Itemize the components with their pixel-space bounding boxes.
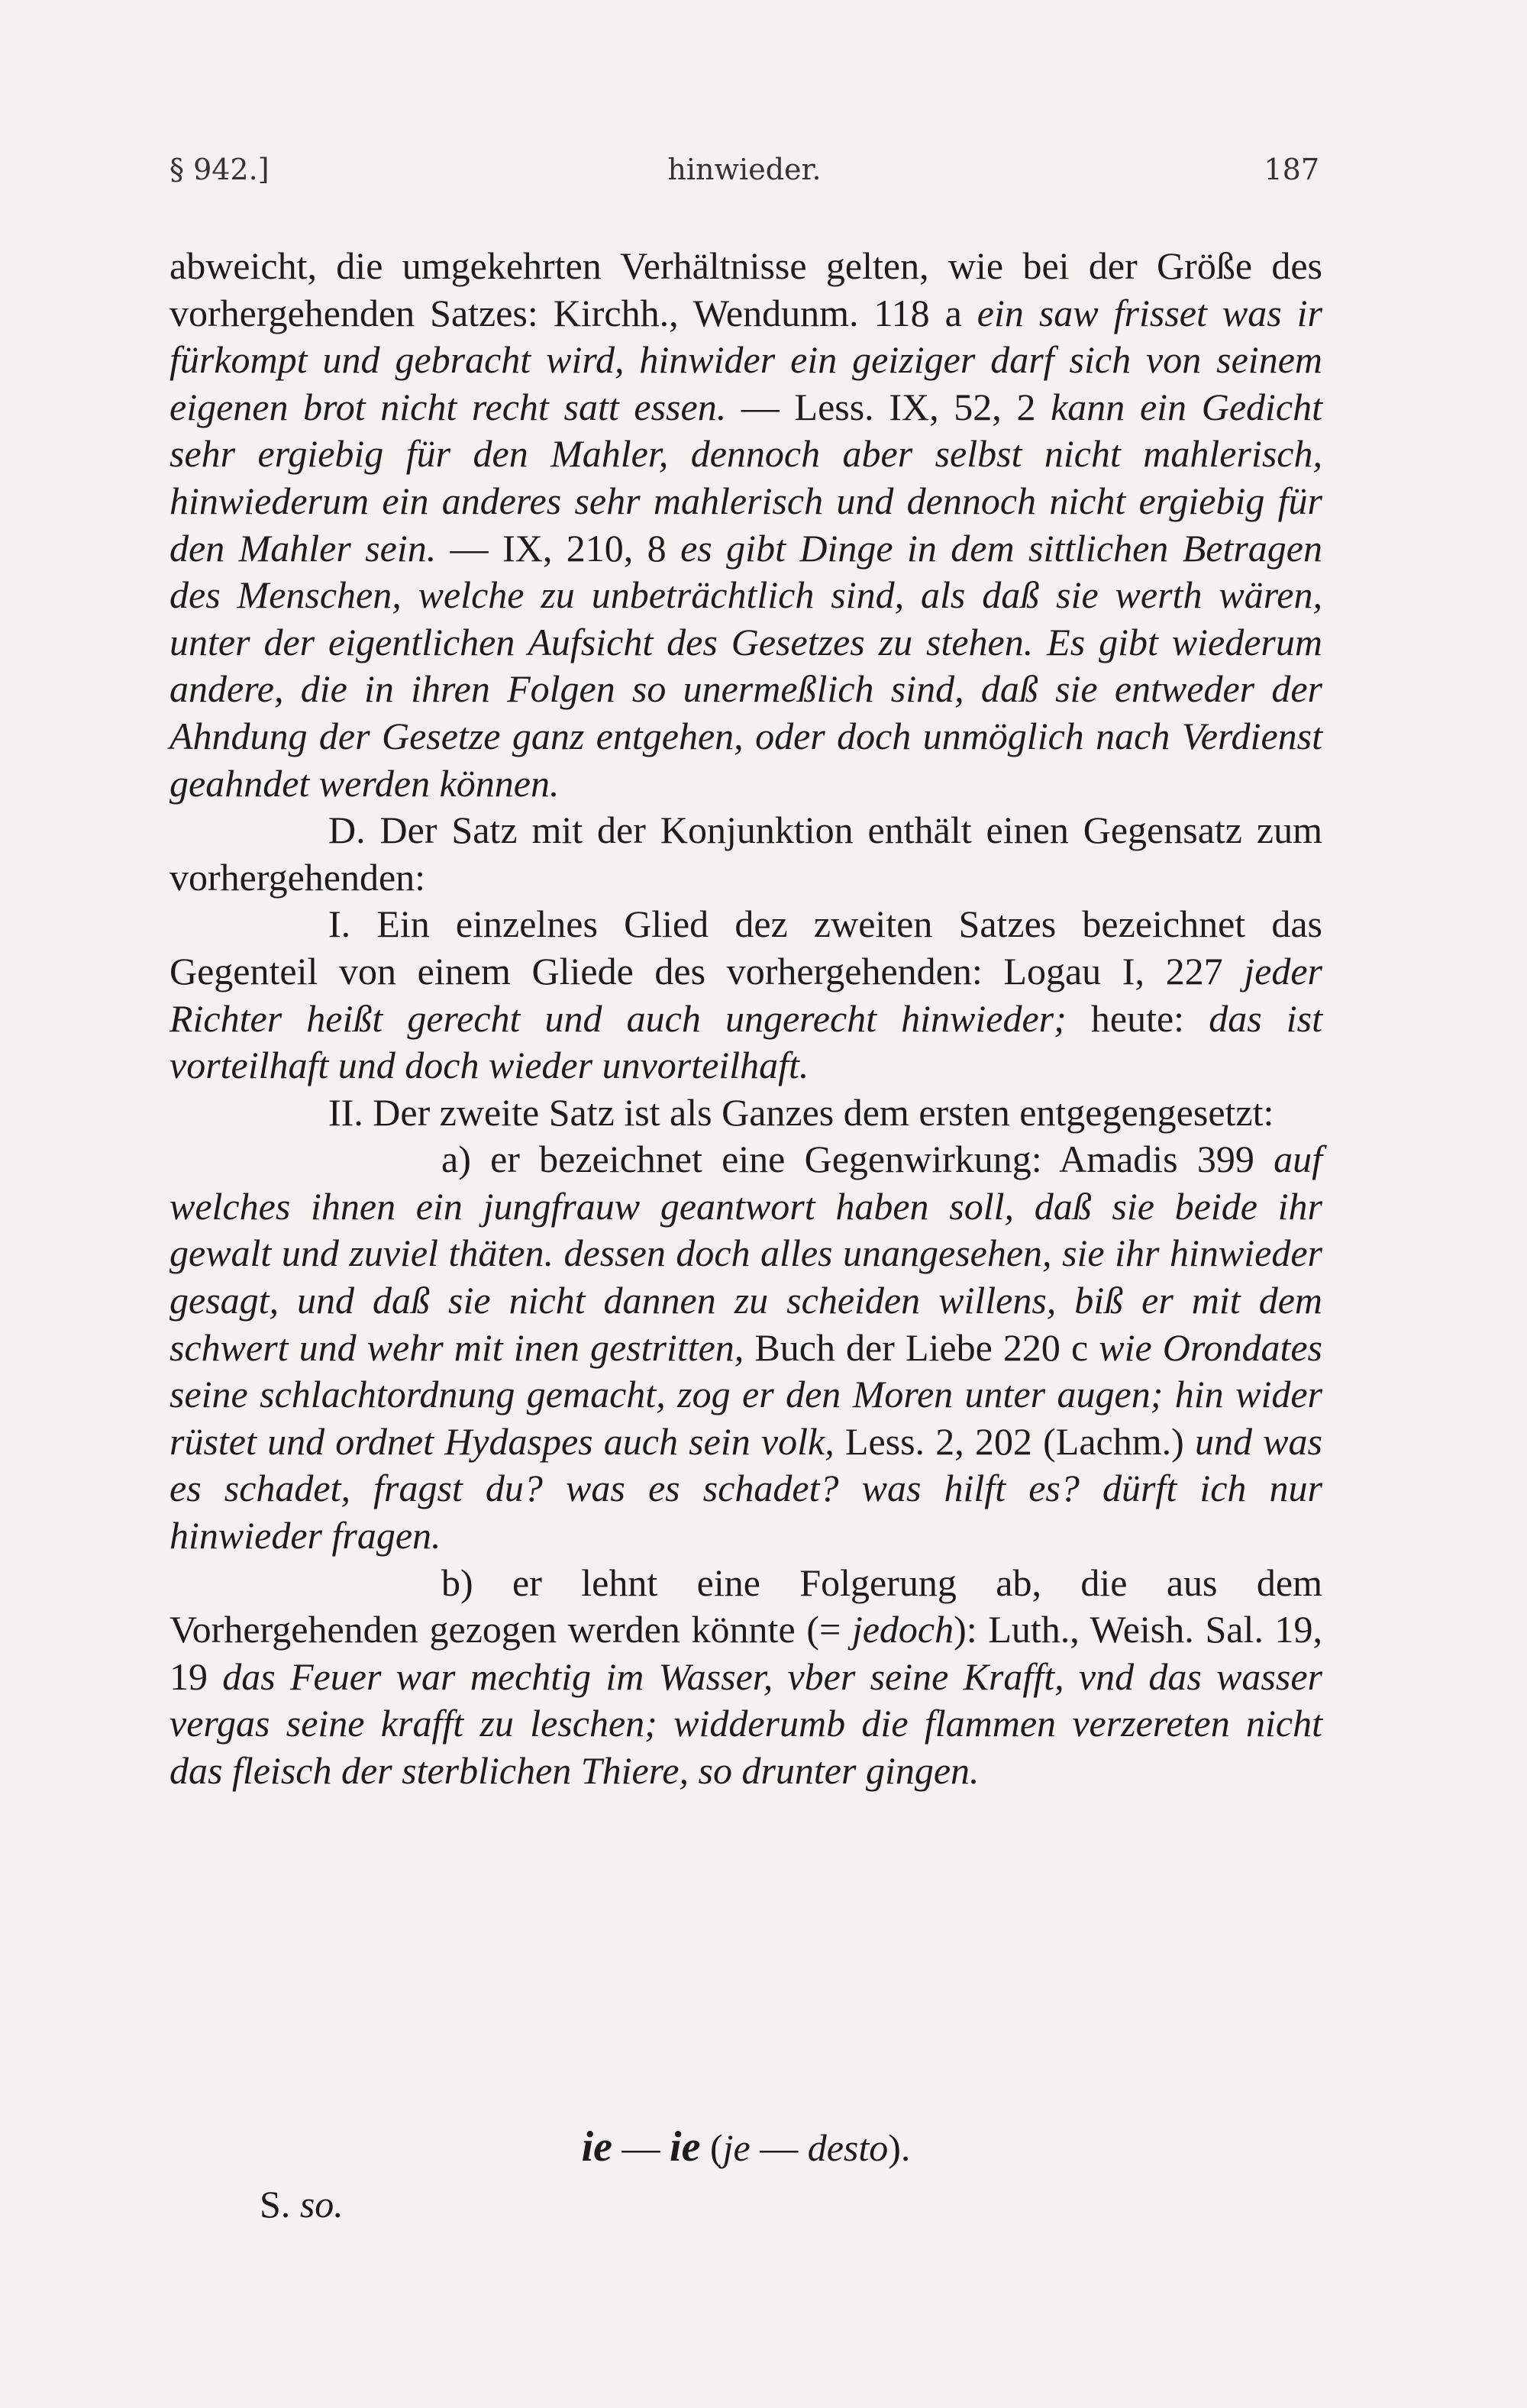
text-run: b) er lehnt eine Folgerung ab, die aus dem Vorhergehenden gezogen werden könnte (= [169, 1561, 1322, 1651]
paragraph-b [169, 1560, 1322, 1795]
text-run: abweicht, die umgekehrten Verhältnisse gelten, wie bei der Größe des vorhergehenden Satzes: Kirchh., Wendunm. 118 a [169, 244, 1322, 334]
text-run: ( [700, 2126, 723, 2169]
quotation: auf welches ihnen ein jungfrauw geantwort haben soll, daß sie beide ihr gewalt und zuviel thäten. dessen doch alles unangesehen, sie ihr hinwieder gesagt, und daß sie nicht dannen zu scheiden willens, biß er mit dem schwert und wehr mit inen gestritten, [169, 1138, 1322, 1369]
text-run: — [750, 2126, 808, 2169]
section-reference: § 942.] [169, 153, 270, 186]
text-run: I. Ein einzelnes Glied dez zweiten Satzes bezeichnet das Gegenteil von einem Gliede des vorhergehenden: Logau I, 227 [169, 902, 1322, 993]
text-run: Buch der Liebe 220 c [744, 1325, 1099, 1369]
text-run: S. [260, 2183, 300, 2226]
paragraph-a [169, 1136, 1322, 1559]
text-run: ). [888, 2126, 911, 2169]
reference-word: so. [299, 2183, 344, 2226]
paragraph-continuation [169, 243, 1322, 807]
text-run: ): Luth., Weish. Sal. 19, 19 [169, 1608, 1322, 1698]
quotation: es gibt Dinge in dem sittlichen Betragen des Menschen, welche zu unbeträchtlich sind, als daß sie werth wären, unter der eigentlichen Aufsicht des Gesetzes zu stehen. Es gibt wiederum andere, die in ihren Folgen so unermeßlich sind, daß sie entweder der Ahndung der Gesetze ganz entgehen, oder doch unmöglich nach Verdienst geahndet werden können. [169, 526, 1322, 805]
quotation: das Feuer war mechtig im Wasser, vber seine Krafft, vnd das wasser vergas seine krafft zu leschen; widderumb die flammen verzereten nicht das fleisch der sterblichen Thiere, so drunter gingen. [169, 1654, 1322, 1792]
text-run: heute: [1066, 996, 1209, 1040]
entry-heading [169, 2122, 1322, 2171]
quotation: und was es schadet, fragst du? was es schadet? was hilft es? dürft ich nur hinwieder fragen. [169, 1419, 1322, 1557]
text-run: — [612, 2126, 670, 2169]
quotation: ein saw frisset was ir fürkompt und gebracht wird, hinwider ein geiziger darf sich von seinem eigenen brot nicht recht satt essen. [169, 291, 1322, 428]
quotation: wie Orondates seine schlachtordnung gemacht, zog er den Moren unter augen; hin wider rüstet und ordnet Hydaspes auch sein volk, [169, 1325, 1322, 1463]
headword: ie [581, 2123, 613, 2171]
gloss: desto [807, 2126, 889, 2169]
text-run: Less. 2, 202 (Lachm.) [834, 1419, 1195, 1463]
page-body [169, 243, 1322, 1795]
paragraph-i [169, 901, 1322, 1089]
page-number: 187 [1264, 153, 1319, 186]
gloss: jedoch [851, 1608, 954, 1651]
text-run: a) er bezeichnet eine Gegenwirkung: Amadis 399 [441, 1138, 1274, 1181]
paragraph-ii: II. Der zweite Satz ist als Ganzes dem ersten entgegengesetzt: [328, 1090, 1274, 1134]
cross-reference [260, 2182, 344, 2226]
headword: ie [670, 2123, 701, 2171]
text-run: — IX, 210, 8 [436, 526, 681, 570]
quotation: jeder Richter heißt gerecht und auch ungerecht hinwieder; [169, 949, 1322, 1040]
quotation: das ist vorteilhaft und doch wieder unvorteilhaft. [169, 996, 1323, 1087]
text-run: — Less. IX, 52, 2 [726, 385, 1051, 428]
gloss: je [722, 2126, 751, 2169]
paragraph-d: D. Der Satz mit der Konjunktion enthält einen Gegensatz zum vorhergehenden: [169, 809, 1322, 899]
quotation: kann ein Gedicht sehr ergiebig für den Mahler, dennoch aber selbst nicht mahlerisch, hinwiederum ein anderes sehr mahlerisch und dennoch nicht ergiebig für den Mahler sein. [169, 385, 1322, 570]
running-title: hinwieder. [667, 153, 822, 186]
running-header [169, 153, 1319, 199]
